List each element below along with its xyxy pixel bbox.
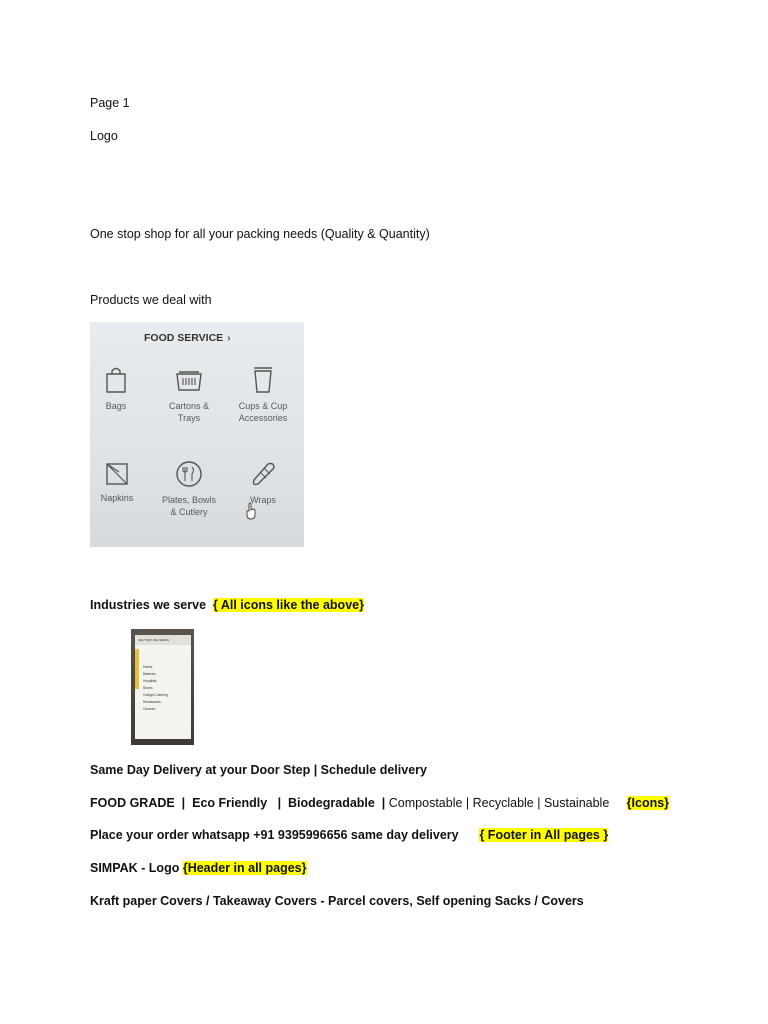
cup-icon [250, 364, 276, 394]
hand-pointer-icon [244, 502, 258, 520]
category-cartons-trays: Cartons & Trays [154, 366, 224, 424]
sectors-phone-screenshot: SECTORS WE SERVE Hotels Bakeries Hospitals Stores Outlight Catering Restaurants Canteen [131, 629, 194, 745]
food-service-photo [90, 322, 304, 547]
category-wraps: Wraps [228, 458, 298, 506]
simpak-line: SIMPAK - Logo {Header in all pages} [90, 861, 307, 875]
industries-line: Industries we serve { All icons like the above} [90, 598, 364, 612]
kraft-line: Kraft paper Covers / Takeaway Covers - Parcel covers, Self opening Sacks / Covers [90, 894, 584, 908]
delivery-line: Same Day Delivery at your Door Step | Schedule delivery [90, 763, 427, 777]
napkin-icon [105, 462, 129, 486]
order-note: { Footer in All pages } [479, 828, 609, 842]
wrap-icon [248, 458, 278, 488]
food-service-title: FOOD SERVICE › [144, 332, 231, 344]
logo-placeholder: Logo [90, 129, 118, 143]
plate-cutlery-icon [175, 460, 203, 488]
carton-tray-icon [174, 366, 204, 394]
category-bags: Bags [81, 366, 151, 412]
features-note: {Icons} [626, 796, 670, 810]
industries-note: { All icons like the above} [212, 598, 364, 612]
products-heading: Products we deal with [90, 293, 212, 307]
simpak-note: {Header in all pages} [182, 861, 307, 875]
tagline: One stop shop for all your packing needs (Quality & Quantity) [90, 227, 430, 241]
category-cups: Cups & Cup Accessories [228, 364, 298, 424]
bag-icon [103, 366, 129, 394]
chevron-right-icon: › [227, 332, 231, 344]
order-line: Place your order whatsapp +91 9395996656 same day delivery { Footer in All pages } [90, 828, 609, 842]
page-label: Page 1 [90, 96, 130, 110]
features-line: FOOD GRADE | Eco Friendly | Biodegradable | Compostable | Recyclable | Sustainable {Icons} [90, 796, 670, 810]
category-plates-cutlery: Plates, Bowls & Cutlery [154, 460, 224, 518]
category-napkins: Napkins [82, 462, 152, 504]
